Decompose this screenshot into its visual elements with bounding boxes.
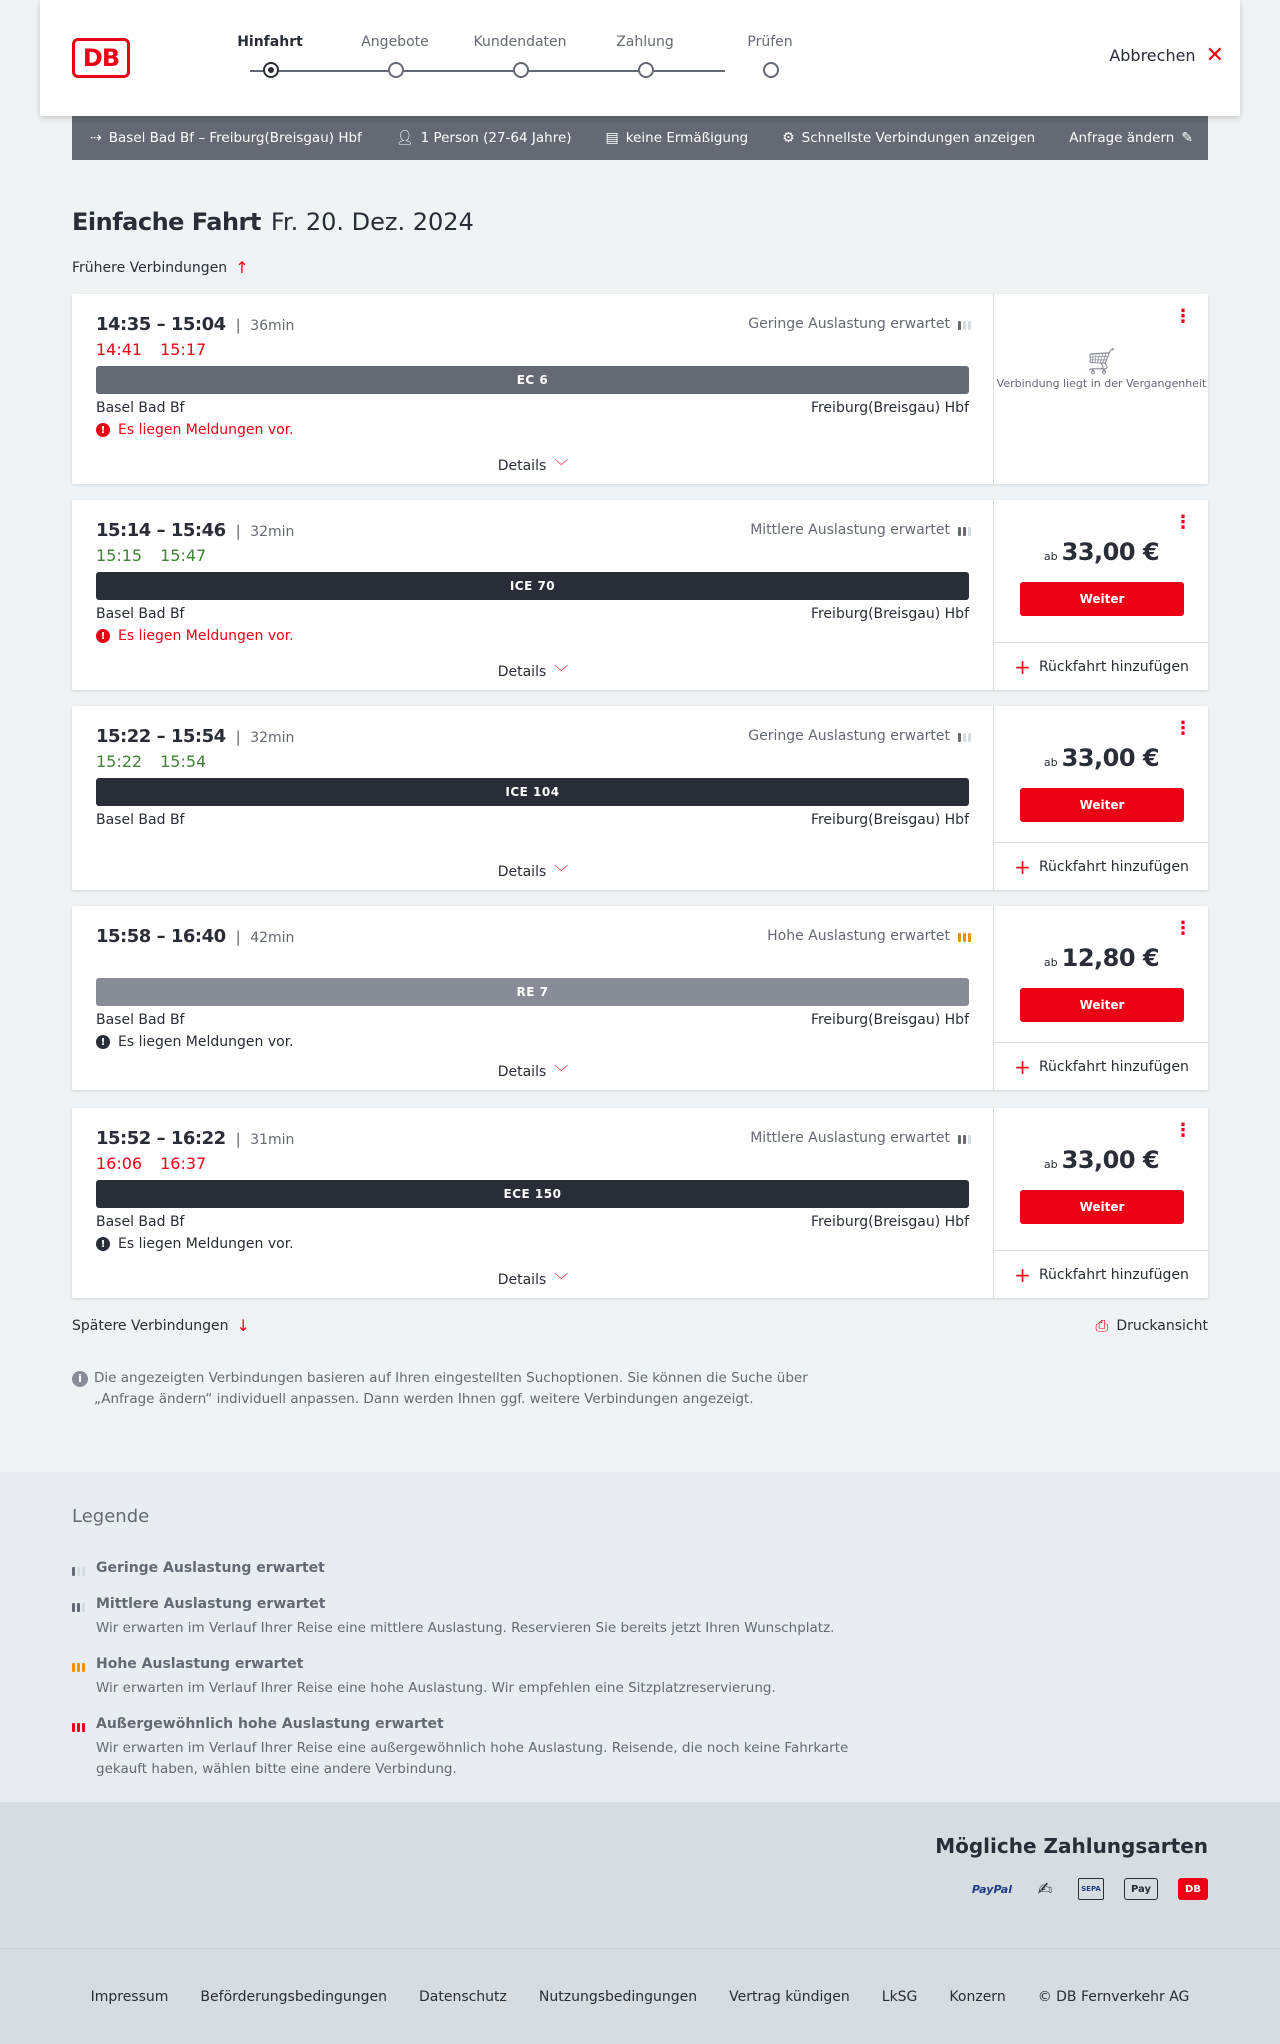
step-dot <box>263 62 279 78</box>
offer-panel <box>995 294 1208 484</box>
footer-link-lksg[interactable]: LkSG <box>881 1988 918 2005</box>
message-notice: ! Es liegen Meldungen vor. <box>96 1236 294 1252</box>
train-bar[interactable]: EC 6 <box>96 366 969 394</box>
realtime-times: 14:41 15:17 <box>96 340 207 359</box>
summary-route[interactable]: ⇢ Basel Bad Bf – Freiburg(Breisgau) Hbf <box>90 130 362 146</box>
price: ab 12,80 € <box>1043 944 1160 972</box>
footer-link-datenschutz[interactable]: Datenschutz <box>418 1988 507 2005</box>
continue-button[interactable]: Weiter <box>1020 988 1184 1022</box>
details-toggle[interactable]: Details ﹀ <box>497 1272 569 1289</box>
later-connections-link[interactable]: Spätere Verbindungen ↓ <box>72 1316 250 1335</box>
alert-icon: ! <box>96 1035 110 1049</box>
summary-passengers[interactable]: 👤︎ 1 Person (27-64 Jahre) <box>395 130 572 146</box>
add-return-button[interactable]: + Rückfahrt hinzufügen <box>995 642 1208 690</box>
step-angebote: Angebote <box>335 34 455 50</box>
cancel-button[interactable]: Abbrechen ✕ <box>1109 42 1224 68</box>
footer-link-nutzung[interactable]: Nutzungsbedingungen <box>538 1988 698 2005</box>
planned-times: 15:14 – 15:46 | 32min <box>96 520 295 541</box>
arrow-down-icon: ↓ <box>236 1316 250 1335</box>
message-notice: ! Es liegen Meldungen vor. <box>96 628 294 644</box>
db-card-icon: DB <box>1178 1878 1208 1900</box>
summary-filter[interactable]: ⚙︎ Schnellste Verbindungen anzeigen <box>782 130 1036 146</box>
sepa-icon: SEPA <box>1078 1878 1104 1900</box>
footer-link-impressum[interactable]: Impressum <box>90 1988 169 2005</box>
connection-main <box>72 906 994 1090</box>
card-icon: ▤ <box>605 130 619 146</box>
departure-station: Basel Bad Bf <box>96 1214 185 1230</box>
pencil-icon: ✎ <box>1181 130 1194 146</box>
legend-item-very-high: Außergewöhnlich hohe Auslastung erwartet Wir erwarten im Verlauf Ihrer Reise eine außergewöhnlich hohe Auslastung. Reisende, die noch keine Fahrkarte gekauft haben, wählen bitte eine andere Verbindung. <box>72 1716 856 1780</box>
continue-button[interactable]: Weiter <box>1020 582 1184 616</box>
arrow-right-icon: ⇢ <box>90 130 102 146</box>
load-indicator: Mittlere Auslastung erwartet <box>750 1130 971 1146</box>
step-kundendaten: Kundendaten <box>460 34 580 50</box>
load-bars-icon <box>958 318 971 330</box>
add-return-button[interactable]: + Rückfahrt hinzufügen <box>995 1042 1208 1090</box>
chevron-down-icon: ﹀ <box>554 865 569 881</box>
footer-link-vertrag[interactable]: Vertrag kündigen <box>729 1988 850 2005</box>
train-bar[interactable]: ICE 70 <box>96 572 969 600</box>
footer <box>0 1948 1280 2044</box>
connection-card[interactable] <box>72 706 1208 890</box>
realtime-times: 15:15 15:47 <box>96 546 207 565</box>
more-menu-icon[interactable]: ⋮ <box>1174 306 1192 327</box>
realtime-times: 16:06 16:37 <box>96 1154 207 1173</box>
step-dot <box>513 62 529 78</box>
earlier-connections-link[interactable]: Frühere Verbindungen ↑ <box>72 258 249 277</box>
cart-unavailable-icon: 🛒︎ <box>1084 347 1118 377</box>
legend-section <box>0 1472 1280 1802</box>
chevron-down-icon: ﹀ <box>554 1273 569 1289</box>
more-menu-icon[interactable]: ⋮ <box>1174 718 1192 739</box>
message-notice: ! Es liegen Meldungen vor. <box>96 1034 294 1050</box>
departure-station: Basel Bad Bf <box>96 606 185 622</box>
db-logo[interactable]: DB <box>72 38 130 78</box>
load-low-icon <box>72 1564 85 1576</box>
planned-times: 14:35 – 15:04 | 36min <box>96 314 295 335</box>
more-menu-icon[interactable]: ⋮ <box>1174 512 1192 533</box>
arrival-station: Freiburg(Breisgau) Hbf <box>810 606 969 622</box>
arrival-station: Freiburg(Breisgau) Hbf <box>810 812 969 828</box>
price: ab 33,00 € <box>1043 1146 1160 1174</box>
step-dot <box>638 62 654 78</box>
planned-times: 15:52 – 16:22 | 31min <box>96 1128 295 1149</box>
alert-icon: ! <box>96 629 110 643</box>
arrival-station: Freiburg(Breisgau) Hbf <box>810 400 969 416</box>
load-bars-icon <box>958 1132 971 1144</box>
load-indicator: Geringe Auslastung erwartet <box>748 728 971 744</box>
connection-card[interactable] <box>72 500 1208 690</box>
departure-station: Basel Bad Bf <box>96 400 185 416</box>
add-return-button[interactable]: + Rückfahrt hinzufügen <box>995 1250 1208 1298</box>
connection-main <box>72 1108 994 1298</box>
connection-card[interactable] <box>72 906 1208 1090</box>
add-return-button[interactable]: + Rückfahrt hinzufügen <box>995 842 1208 890</box>
details-toggle[interactable]: Details ﹀ <box>497 458 569 475</box>
offer-panel <box>995 500 1208 690</box>
connection-main <box>72 706 994 890</box>
direct-debit-icon: ✍ <box>1037 1878 1053 1900</box>
load-indicator: Mittlere Auslastung erwartet <box>750 522 971 538</box>
person-icon: 👤︎ <box>395 130 414 146</box>
plus-icon: + <box>1014 654 1031 679</box>
message-notice: ! Es liegen Meldungen vor. <box>96 422 294 438</box>
arrival-station: Freiburg(Breisgau) Hbf <box>810 1012 969 1028</box>
paypal-icon: PayPal <box>971 1882 1012 1896</box>
connection-main <box>72 294 994 484</box>
price: ab 33,00 € <box>1043 538 1160 566</box>
train-bar[interactable]: ECE 150 <box>96 1180 969 1208</box>
plus-icon: + <box>1014 854 1031 879</box>
summary-discount[interactable]: ▤ keine Ermäßigung <box>605 130 749 146</box>
plus-icon: + <box>1014 1054 1031 1079</box>
details-toggle[interactable]: Details ﹀ <box>497 664 569 681</box>
printer-icon: ⎙ <box>1095 1316 1109 1335</box>
details-toggle[interactable]: Details ﹀ <box>497 864 569 881</box>
info-note: i Die angezeigten Verbindungen basieren auf Ihren eingestellten Suchoptionen. Sie können die Suche über „Anfrage ändern“ individuell anpassen. Dann werden Ihnen ggf. weitere Verbindungen angezeigt. <box>72 1368 852 1410</box>
legend-item-high: Hohe Auslastung erwartet Wir erwarten im Verlauf Ihrer Reise eine hohe Auslastung. Wir empfehlen eine Sitzplatzreservierung. <box>72 1656 856 1699</box>
more-menu-icon[interactable]: ⋮ <box>1174 918 1192 939</box>
edit-request-button[interactable]: Anfrage ändern ✎ <box>1069 130 1194 146</box>
train-bar[interactable]: ICE 104 <box>96 778 969 806</box>
details-toggle[interactable]: Details ﹀ <box>497 1064 569 1081</box>
filter-icon: ⚙︎ <box>782 130 795 146</box>
page-title: Einfache Fahrt Fr. 20. Dez. 2024 <box>72 208 474 236</box>
load-medium-icon <box>72 1600 85 1612</box>
step-pruefen: Prüfen <box>710 34 830 50</box>
progress-header <box>40 0 1240 116</box>
plus-icon: + <box>1014 1262 1031 1287</box>
load-bars-icon <box>958 730 971 742</box>
planned-times: 15:58 – 16:40 | 42min <box>96 926 295 947</box>
close-icon: ✕ <box>1205 42 1224 68</box>
footer-link-konzern[interactable]: Konzern <box>949 1988 1006 2005</box>
connection-card[interactable] <box>72 294 1208 484</box>
legend-title: Legende <box>72 1506 150 1527</box>
load-bars-icon <box>958 930 971 942</box>
load-indicator: Hohe Auslastung erwartet <box>767 928 971 944</box>
continue-button[interactable]: Weiter <box>1020 1190 1184 1224</box>
legend-item-low: Geringe Auslastung erwartet <box>72 1560 325 1576</box>
info-icon: i <box>72 1371 88 1387</box>
footer-link-befoerderung[interactable]: Beförderungsbedingungen <box>200 1988 387 2005</box>
load-very-high-icon <box>72 1720 85 1732</box>
offer-panel <box>995 706 1208 890</box>
continue-button[interactable]: Weiter <box>1020 788 1184 822</box>
step-zahlung: Zahlung <box>585 34 705 50</box>
departure-station: Basel Bad Bf <box>96 1012 185 1028</box>
arrival-station: Freiburg(Breisgau) Hbf <box>810 1214 969 1230</box>
print-view-link[interactable]: ⎙ Druckansicht <box>1095 1316 1208 1335</box>
payment-title: Mögliche Zahlungsarten <box>935 1834 1208 1858</box>
payment-methods <box>972 1878 1208 1900</box>
step-dot <box>388 62 404 78</box>
load-indicator: Geringe Auslastung erwartet <box>748 316 971 332</box>
arrow-up-icon: ↑ <box>235 258 249 277</box>
search-summary-bar <box>72 116 1208 160</box>
load-high-icon <box>72 1660 85 1672</box>
chevron-down-icon: ﹀ <box>554 459 569 475</box>
past-notice: 🛒︎ Verbindung liegt in der Vergangenheit <box>996 347 1207 390</box>
more-menu-icon[interactable]: ⋮ <box>1174 1120 1192 1141</box>
alert-icon: ! <box>96 423 110 437</box>
load-bars-icon <box>958 524 971 536</box>
booking-steps <box>210 34 793 84</box>
chevron-down-icon: ﹀ <box>554 1065 569 1081</box>
legend-item-medium: Mittlere Auslastung erwartet Wir erwarten im Verlauf Ihrer Reise eine mittlere Auslastung. Reservieren Sie bereits jetzt Ihren Wunschplatz. <box>72 1596 856 1639</box>
departure-station: Basel Bad Bf <box>96 812 185 828</box>
footer-copyright: © DB Fernverkehr AG <box>1037 1988 1190 2005</box>
offer-panel <box>995 906 1208 1090</box>
alert-icon: ! <box>96 1237 110 1251</box>
payment-section <box>0 1802 1280 1948</box>
train-bar[interactable]: RE 7 <box>96 978 969 1006</box>
step-hinfahrt[interactable]: Hinfahrt <box>210 34 330 50</box>
realtime-times: 15:22 15:54 <box>96 752 207 771</box>
chevron-down-icon: ﹀ <box>554 665 569 681</box>
connection-card[interactable] <box>72 1108 1208 1298</box>
planned-times: 15:22 – 15:54 | 32min <box>96 726 295 747</box>
offer-panel <box>995 1108 1208 1298</box>
connection-main <box>72 500 994 690</box>
apple-pay-icon: Pay <box>1124 1878 1158 1900</box>
step-dot <box>763 62 779 78</box>
price: ab 33,00 € <box>1043 744 1160 772</box>
